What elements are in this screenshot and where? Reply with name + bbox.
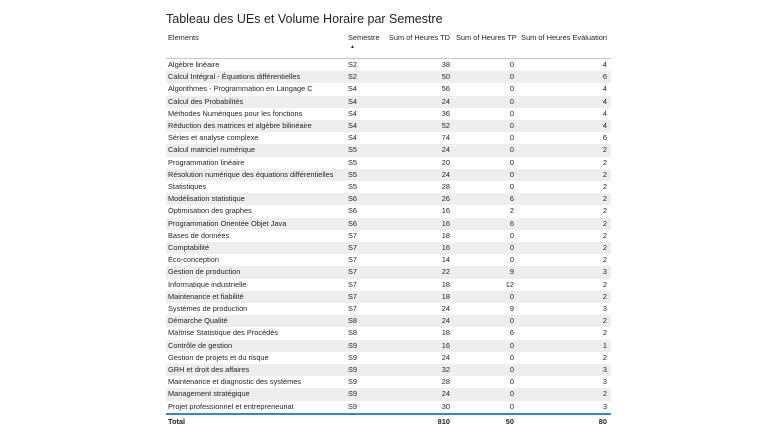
cell-heures-tp: 0	[509, 182, 514, 192]
cell-semestre: S4	[348, 133, 358, 143]
cell-semestre: S6	[348, 206, 358, 216]
cell-heures-tp: 9	[454, 266, 518, 278]
cell-heures-td: 16	[441, 206, 450, 216]
cell-heures-td: 50	[386, 71, 454, 83]
cell-element: Informatique industrielle	[168, 279, 247, 289]
total-row	[166, 414, 611, 429]
table-row[interactable]	[166, 352, 611, 364]
column-header-heures-tp[interactable]: Sum of Heures TP	[454, 30, 518, 59]
cell-heures-evaluation: 1	[518, 340, 611, 352]
cell-semestre: S5	[346, 169, 386, 181]
cell-heures-evaluation: 2	[518, 242, 611, 254]
table-row[interactable]	[166, 205, 611, 217]
table-row[interactable]	[166, 96, 611, 108]
table-row[interactable]	[166, 218, 611, 230]
cell-element: Maîtrise Statistique des Procédés	[168, 328, 279, 338]
cell-heures-tp: 2	[509, 206, 514, 216]
cell-element: Bases de données	[168, 230, 230, 240]
cell-heures-tp: 6	[454, 218, 518, 230]
cell-heures-tp: 0	[509, 133, 514, 143]
cell-heures-evaluation: 4	[602, 60, 607, 69]
cell-heures-tp: 9	[509, 304, 514, 314]
cell-semestre: S6	[346, 193, 386, 205]
cell-heures-tp: 0	[454, 144, 518, 156]
cell-heures-td: 24	[386, 96, 454, 108]
cell-heures-td: 24	[441, 352, 450, 362]
table-row[interactable]	[166, 132, 611, 144]
cell-element: Calcul des Probabilités	[166, 96, 346, 108]
cell-semestre: S7	[348, 230, 358, 240]
cell-semestre: S7	[346, 242, 386, 254]
cell-element: Comptabilité	[166, 242, 346, 254]
cell-semestre: S5	[346, 144, 386, 156]
cell-heures-evaluation: 2	[602, 279, 607, 289]
cell-element: Calcul Intégral - Équations différentielles	[166, 71, 346, 83]
cell-heures-td: 24	[386, 144, 454, 156]
cell-heures-evaluation: 3	[518, 364, 611, 376]
cell-heures-td: 28	[441, 377, 450, 387]
cell-heures-evaluation: 2	[518, 315, 611, 327]
cell-heures-tp: 0	[509, 84, 514, 94]
cell-element: Séries et analyse complexe	[168, 133, 259, 143]
column-header-semestre-label: Semestre	[348, 33, 380, 42]
cell-heures-td: 56	[441, 84, 450, 94]
table-row[interactable]	[166, 401, 611, 414]
cell-heures-evaluation: 4	[518, 96, 611, 108]
table-row[interactable]	[166, 157, 611, 169]
cell-heures-tp: 0	[454, 315, 518, 327]
cell-heures-td: 24	[386, 169, 454, 181]
cell-heures-evaluation: 3	[518, 266, 611, 278]
cell-heures-evaluation: 2	[518, 388, 611, 400]
total-heures-tp: 50	[454, 414, 518, 429]
cell-heures-tp: 0	[509, 157, 514, 167]
cell-element: Méthodes Numériques pour les fonctions	[168, 108, 303, 118]
cell-element: Systèmes de production	[168, 304, 248, 314]
cell-element: Management stratégique	[166, 388, 346, 400]
cell-heures-evaluation: 2	[518, 291, 611, 303]
table-row[interactable]	[166, 83, 611, 95]
table-row[interactable]	[166, 327, 611, 339]
cell-heures-td: 36	[441, 108, 450, 118]
cell-heures-evaluation: 2	[602, 206, 607, 216]
cell-semestre: S4	[346, 120, 386, 132]
cell-heures-evaluation: 6	[602, 133, 607, 143]
table-row[interactable]	[166, 242, 611, 254]
cell-heures-td: 24	[386, 388, 454, 400]
total-heures-td: 810	[386, 414, 454, 429]
cell-semestre: S7	[346, 266, 386, 278]
cell-heures-tp: 0	[454, 340, 518, 352]
cell-element: Gestion de production	[166, 266, 346, 278]
cell-heures-tp: 12	[505, 279, 514, 289]
cell-element: Algorithmes - Programmation en Langage C	[168, 84, 313, 94]
cell-element: Programmation linéaire	[168, 157, 245, 167]
cell-heures-tp: 0	[509, 352, 514, 362]
cell-heures-tp: 0	[509, 108, 514, 118]
cell-heures-td: 14	[441, 255, 450, 265]
table-row[interactable]	[166, 71, 611, 83]
cell-heures-td: 18	[441, 328, 450, 338]
cell-semestre: S9	[346, 364, 386, 376]
table-row[interactable]	[166, 266, 611, 278]
cell-element: Réduction des matrices et algèbre bilinéaire	[166, 120, 346, 132]
cell-heures-td: 32	[386, 364, 454, 376]
column-header-heures-td[interactable]: Sum of Heures TD	[386, 30, 454, 59]
cell-semestre: S5	[348, 157, 358, 167]
cell-heures-evaluation: 2	[518, 169, 611, 181]
total-semestre	[346, 414, 386, 429]
table-row[interactable]	[166, 315, 611, 327]
table-row[interactable]	[166, 364, 611, 376]
cell-heures-evaluation: 3	[602, 304, 607, 314]
cell-heures-td: 18	[441, 279, 450, 289]
header-row	[166, 30, 611, 59]
column-header-elements[interactable]: Elements	[166, 30, 346, 59]
cell-semestre: S9	[346, 340, 386, 352]
cell-heures-td: 22	[386, 266, 454, 278]
cell-heures-evaluation: 3	[602, 377, 607, 387]
cell-heures-evaluation: 2	[602, 230, 607, 240]
cell-semestre: S9	[346, 388, 386, 400]
cell-element: Éco-conception	[168, 255, 219, 265]
cell-semestre: S2	[346, 71, 386, 83]
column-header-heures-evaluation[interactable]: Sum of Heures Evaluation	[518, 30, 611, 59]
cell-element: Contrôle de gestion	[166, 340, 346, 352]
cell-element: Programmation Orientée Objet Java	[166, 218, 346, 230]
cell-heures-td: 74	[441, 133, 450, 143]
column-header-semestre[interactable]	[346, 30, 386, 59]
cell-heures-tp: 0	[509, 60, 514, 69]
cell-heures-td: 52	[386, 120, 454, 132]
cell-heures-tp: 0	[509, 401, 514, 411]
cell-semestre: S8	[348, 328, 358, 338]
cell-semestre: S9	[348, 377, 358, 387]
cell-semestre: S7	[348, 255, 358, 265]
table-row[interactable]	[166, 291, 611, 303]
cell-element: Calcul matriciel numérique	[166, 144, 346, 156]
cell-element: Modélisation statistique	[166, 193, 346, 205]
cell-heures-tp: 0	[454, 388, 518, 400]
cell-element: Maintenance et fiabilité	[166, 291, 346, 303]
cell-element: Algèbre linéaire	[168, 60, 220, 69]
cell-heures-evaluation: 2	[602, 157, 607, 167]
cell-semestre: S9	[348, 352, 358, 362]
cell-element: GRH et droit des affaires	[166, 364, 346, 376]
cell-heures-evaluation: 3	[602, 401, 607, 411]
cell-heures-tp: 0	[454, 120, 518, 132]
table-visual[interactable]	[162, 8, 614, 426]
cell-heures-td: 16	[386, 242, 454, 254]
cell-heures-tp: 0	[509, 255, 514, 265]
cell-element: Gestion de projets et du risque	[168, 352, 269, 362]
cell-element: Projet professionnel et entrepreneuriat	[168, 401, 294, 411]
cell-semestre: S8	[346, 315, 386, 327]
total-heures-evaluation: 80	[518, 414, 611, 429]
table-row[interactable]	[166, 230, 611, 242]
cell-semestre: S9	[348, 401, 358, 411]
table-row[interactable]	[166, 193, 611, 205]
data-table	[166, 30, 611, 429]
table-row[interactable]	[166, 120, 611, 132]
cell-semestre: S7	[346, 291, 386, 303]
cell-semestre: S4	[348, 108, 358, 118]
cell-heures-td: 16	[386, 340, 454, 352]
cell-heures-tp: 6	[454, 193, 518, 205]
visual-title: Tableau des UEs et Volume Horaire par Semestre	[166, 12, 443, 26]
cell-heures-evaluation: 4	[602, 108, 607, 118]
cell-semestre: S4	[348, 84, 358, 94]
cell-heures-td: 26	[386, 193, 454, 205]
cell-heures-tp: 0	[509, 230, 514, 240]
table-row[interactable]	[166, 303, 611, 315]
cell-heures-td: 30	[441, 401, 450, 411]
cell-element: Maintenance et diagnostic des systèmes	[168, 377, 302, 387]
cell-heures-tp: 0	[454, 169, 518, 181]
cell-heures-evaluation: 2	[518, 144, 611, 156]
table-row[interactable]	[166, 254, 611, 266]
table-row[interactable]	[166, 279, 611, 291]
table-row[interactable]	[166, 169, 611, 181]
table-row[interactable]	[166, 376, 611, 388]
cell-heures-td: 20	[441, 157, 450, 167]
cell-heures-td: 18	[386, 291, 454, 303]
table-row[interactable]	[166, 108, 611, 120]
table-row[interactable]	[166, 388, 611, 400]
cell-heures-evaluation: 2	[602, 352, 607, 362]
cell-heures-evaluation: 6	[518, 71, 611, 83]
cell-heures-tp: 0	[454, 71, 518, 83]
cell-heures-td: 28	[441, 182, 450, 192]
cell-semestre: S7	[348, 304, 358, 314]
cell-heures-evaluation: 4	[602, 84, 607, 94]
cell-heures-evaluation: 2	[602, 182, 607, 192]
cell-heures-tp: 0	[454, 242, 518, 254]
cell-heures-tp: 0	[509, 377, 514, 387]
cell-heures-evaluation: 2	[602, 328, 607, 338]
cell-semestre: S2	[348, 60, 358, 69]
cell-element: Statistiques	[168, 182, 207, 192]
cell-element: Résolution numérique des équations différentielles	[166, 169, 346, 181]
cell-semestre: S7	[348, 279, 358, 289]
table-body	[166, 59, 611, 414]
cell-heures-td: 38	[441, 60, 450, 69]
cell-heures-evaluation: 4	[518, 120, 611, 132]
cell-heures-evaluation: 2	[602, 255, 607, 265]
cell-heures-td: 24	[441, 304, 450, 314]
sort-ascending-icon: ▲	[350, 44, 355, 50]
cell-heures-td: 18	[441, 230, 450, 240]
cell-heures-tp: 0	[454, 364, 518, 376]
table-row[interactable]	[166, 144, 611, 156]
cell-heures-tp: 0	[454, 291, 518, 303]
cell-semestre: S5	[348, 182, 358, 192]
cell-heures-td: 16	[386, 218, 454, 230]
cell-element: Optimisation des graphes	[168, 206, 252, 216]
cell-heures-td: 24	[386, 315, 454, 327]
cell-heures-evaluation: 2	[518, 218, 611, 230]
table-row[interactable]	[166, 59, 611, 72]
total-label: Total	[166, 414, 346, 429]
cell-heures-tp: 0	[454, 96, 518, 108]
cell-semestre: S4	[346, 96, 386, 108]
cell-heures-evaluation: 2	[518, 193, 611, 205]
cell-element: Démarche Qualité	[166, 315, 346, 327]
table-row[interactable]	[166, 181, 611, 193]
table-row[interactable]	[166, 340, 611, 352]
cell-semestre: S6	[346, 218, 386, 230]
cell-heures-tp: 6	[509, 328, 514, 338]
